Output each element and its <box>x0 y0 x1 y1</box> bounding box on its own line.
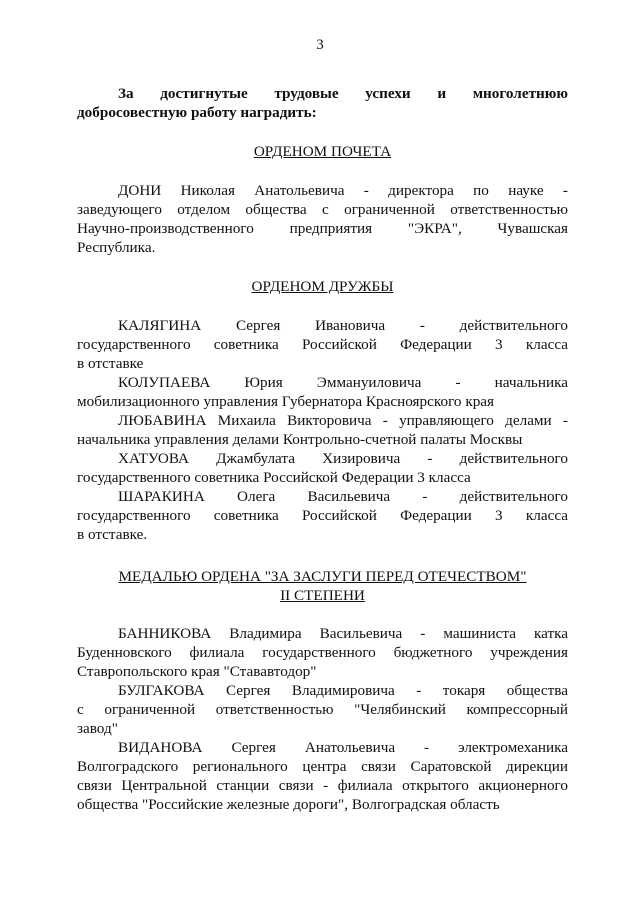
page-number: 3 <box>316 37 324 53</box>
award-entry <box>77 449 568 487</box>
entry-line: в отставке. <box>77 526 148 543</box>
entry-line: Волгоградского регионального центра связи Саратовской дирекции <box>77 758 568 775</box>
entry-line: заведующего отделом общества с ограниченной ответственностью <box>77 201 568 218</box>
section-heading-medal-line2: II СТЕПЕНИ <box>280 587 365 604</box>
entry-line: БАННИКОВА Владимира Васильевича - машиниста катка <box>118 625 568 642</box>
intro-line: За достигнутые трудовые успехи и многолетнюю <box>118 85 568 102</box>
entry-line: Научно-производственного предприятия "ЭКРА", Чувашская <box>77 220 568 237</box>
entry-line: в отставке <box>77 355 144 372</box>
entry-line: БУЛГАКОВА Сергея Владимировича - токаря общества <box>118 682 568 699</box>
entry-line: Буденновского филиала государственного бюджетного учреждения <box>77 644 568 661</box>
intro-paragraph <box>77 84 568 122</box>
award-entry <box>77 738 568 814</box>
entry-line: мобилизационного управления Губернатора Красноярского края <box>77 393 495 410</box>
entry-line: ЛЮБАВИНА Михаила Викторовича - управляющего делами - <box>118 412 568 429</box>
award-entry <box>77 624 568 681</box>
section-heading-order-of-friendship: ОРДЕНОМ ДРУЖБЫ <box>251 278 394 295</box>
entry-line: общества "Российские железные дороги", Волгоградская область <box>77 796 500 813</box>
entry-line: связи Центральной станции связи - филиала открытого акционерного <box>77 777 568 794</box>
entry-line: ДОНИ Николая Анатольевича - директора по науке - <box>118 182 568 199</box>
section-heading-order-of-honor: ОРДЕНОМ ПОЧЕТА <box>253 143 392 160</box>
entry-line: КАЛЯГИНА Сергея Ивановича - действительного <box>118 317 568 334</box>
section-heading-medal-line1: МЕДАЛЬЮ ОРДЕНА "ЗА ЗАСЛУГИ ПЕРЕД ОТЕЧЕСТВОМ" <box>118 568 527 585</box>
entry-line: с ограниченной ответственностью "Челябинский компрессорный <box>77 701 568 718</box>
award-entry <box>77 411 568 449</box>
award-entry <box>77 487 568 544</box>
award-entry <box>77 181 568 257</box>
entry-line: государственного советника Российской Федерации 3 класса <box>77 336 568 353</box>
award-entry <box>77 316 568 373</box>
entry-line: завод" <box>77 720 118 737</box>
entry-line: ШАРАКИНА Олега Васильевича - действительного <box>118 488 568 505</box>
entry-line: ХАТУОВА Джамбулата Хизировича - действительного <box>118 450 568 467</box>
section1-entries <box>77 181 568 257</box>
award-entry <box>77 681 568 738</box>
entry-line: государственного советника Российской Федерации 3 класса <box>77 507 568 524</box>
entry-line: КОЛУПАЕВА Юрия Эммануиловича - начальника <box>118 374 568 391</box>
entry-line: Республика. <box>77 239 156 256</box>
award-entry <box>77 373 568 411</box>
section2-entries <box>77 316 568 544</box>
entry-line: начальника управления делами Контрольно-счетной палаты Москвы <box>77 431 523 448</box>
section3-entries <box>77 624 568 814</box>
intro-line: добросовестную работу наградить: <box>77 104 317 121</box>
entry-line: государственного советника Российской Федерации 3 класса <box>77 469 471 486</box>
entry-line: ВИДАНОВА Сергея Анатольевича - электромеханика <box>118 739 568 756</box>
entry-line: Ставропольского края "Стававтодор" <box>77 663 317 680</box>
